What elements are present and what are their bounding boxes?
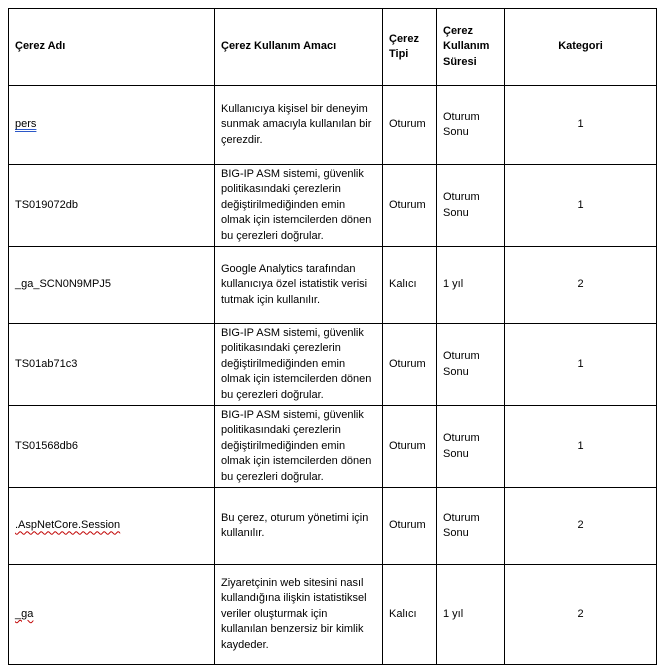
spellcheck-mark: pers — [15, 118, 37, 131]
cookie-type-cell: Oturum — [383, 324, 437, 406]
table-header-row — [9, 9, 657, 86]
cookie-duration-cell: Oturum Sonu — [437, 324, 505, 406]
table-row — [9, 86, 657, 165]
cookie-duration-cell: Oturum Sonu — [437, 86, 505, 165]
table-row — [9, 406, 657, 488]
cookie-type-cell: Oturum — [383, 165, 437, 247]
cookie-type-cell: Kalıcı — [383, 565, 437, 665]
cookie-category-cell: 1 — [505, 324, 657, 406]
cookie-purpose-cell: BIG-IP ASM sistemi, güvenlik politikasındaki çerezlerin değiştirilmediğinden emin olmak için istemcilerden dönen bu çerezleri doğrular. — [215, 165, 383, 247]
cookie-duration-cell: 1 yıl — [437, 247, 505, 324]
cookie-name-cell: TS019072db — [9, 165, 215, 247]
cookie-purpose-cell: BIG-IP ASM sistemi, güvenlik politikasındaki çerezlerin değiştirilmediğinden emin olmak için istemcilerden dönen bu çerezleri doğrular. — [215, 324, 383, 406]
cookie-category-cell: 1 — [505, 406, 657, 488]
cookie-type-cell: Kalıcı — [383, 247, 437, 324]
header-purpose: Çerez Kullanım Amacı — [215, 9, 383, 86]
cookie-category-cell: 2 — [505, 488, 657, 565]
cookie-name-cell: TS01ab71c3 — [9, 324, 215, 406]
cookie-type-cell: Oturum — [383, 488, 437, 565]
spellcheck-mark: .AspNetCore.Session — [15, 519, 121, 532]
table-row — [9, 324, 657, 406]
cookie-category-cell: 2 — [505, 565, 657, 665]
cookie-category-cell: 2 — [505, 247, 657, 324]
cookie-duration-cell: Oturum Sonu — [437, 406, 505, 488]
cookie-duration-cell: Oturum Sonu — [437, 488, 505, 565]
cookie-name-cell: _ga_SCN0N9MPJ5 — [9, 247, 215, 324]
cookie-name-cell — [9, 86, 215, 165]
cookie-name-cell — [9, 565, 215, 665]
cookie-purpose-cell: Kullanıcıya kişisel bir deneyim sunmak amacıyla kullanılan bir çerezdir. — [215, 86, 383, 165]
header-name: Çerez Adı — [9, 9, 215, 86]
spellcheck-mark: _ga — [15, 607, 34, 620]
cookie-category-cell: 1 — [505, 165, 657, 247]
header-duration: Çerez Kullanım Süresi — [437, 9, 505, 86]
cookie-purpose-cell: BIG-IP ASM sistemi, güvenlik politikasındaki çerezlerin değiştirilmediğinden emin olmak için istemcilerden dönen bu çerezleri doğrular. — [215, 406, 383, 488]
table-row — [9, 165, 657, 247]
cookie-duration-cell: 1 yıl — [437, 565, 505, 665]
cookie-type-cell: Oturum — [383, 86, 437, 165]
cookie-purpose-cell: Ziyaretçinin web sitesini nasıl kullandığına ilişkin istatistiksel veriler oluşturmak için kullanılan benzersiz bir kimlik kaydeder. — [215, 565, 383, 665]
table-row — [9, 247, 657, 324]
cookie-type-cell: Oturum — [383, 406, 437, 488]
header-category: Kategori — [505, 9, 657, 86]
cookie-name-cell: TS01568db6 — [9, 406, 215, 488]
table-row — [9, 565, 657, 665]
cookie-table — [8, 8, 657, 665]
cookie-purpose-cell: Google Analytics tarafından kullanıcıya özel istatistik verisi tutmak için kullanılır. — [215, 247, 383, 324]
cookie-purpose-cell: Bu çerez, oturum yönetimi için kullanılır. — [215, 488, 383, 565]
table-row — [9, 488, 657, 565]
cookie-name-cell — [9, 488, 215, 565]
cookie-duration-cell: Oturum Sonu — [437, 165, 505, 247]
cookie-category-cell: 1 — [505, 86, 657, 165]
header-type: Çerez Tipi — [383, 9, 437, 86]
